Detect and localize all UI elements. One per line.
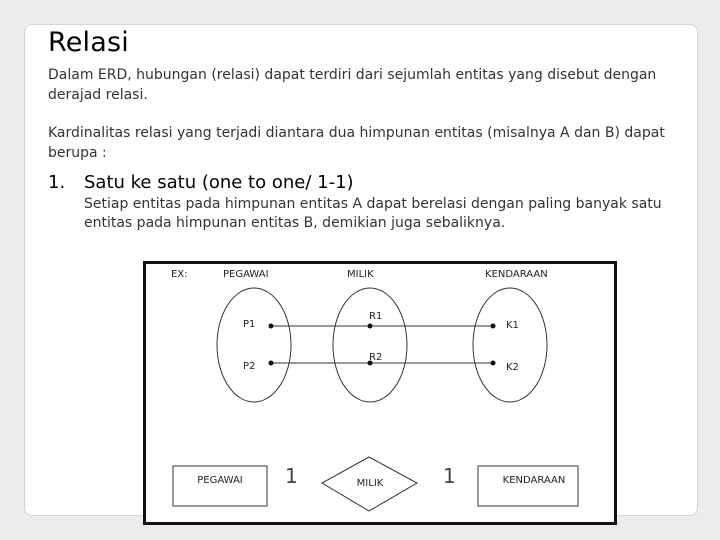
entity-box-pegawai [173, 466, 267, 506]
cardinality-left: 1 [285, 464, 298, 488]
item-p1: P1 [243, 319, 256, 330]
entity-pegawai-label: PEGAWAI [197, 475, 243, 486]
dot-p1 [269, 324, 274, 329]
item-p2: P2 [243, 361, 256, 372]
slide [24, 24, 698, 516]
er-diagram-svg [143, 261, 617, 525]
entity-kendaraan-label: KENDARAAN [502, 475, 566, 486]
paragraph-derajad: Dalam ERD, hubungan (relasi) dapat terdiri dari sejumlah entitas yang disebut dengan derajad relasi. [48, 67, 657, 103]
relationship-label: MILIK [356, 478, 384, 489]
item-k2: K2 [506, 362, 519, 373]
paragraph-kardinalitas: Kardinalitas relasi yang terjadi diantara dua himpunan entitas (misalnya A dan B) dapat berupa : [48, 125, 665, 161]
item-r1: R1 [369, 311, 383, 322]
set-label-pegawai: PEGAWAI [223, 269, 269, 280]
list-heading: Satu ke satu (one to one/ 1-1) [84, 172, 354, 193]
item-k1: K1 [506, 320, 519, 331]
cardinality-right: 1 [443, 464, 456, 488]
dot-r1 [368, 324, 373, 329]
slide-title: Relasi [48, 27, 129, 58]
list-description: Setiap entitas pada himpunan entitas A dapat berelasi dengan paling banyak satu entitas pada himpunan entitas B, demikian juga sebaliknya. [84, 196, 662, 231]
er-diagram [143, 261, 617, 525]
dot-k1 [491, 324, 496, 329]
list-number: 1. [48, 172, 66, 193]
dot-p2 [269, 361, 274, 366]
set-label-kendaraan: KENDARAAN [485, 269, 548, 280]
ex-label: EX: [171, 269, 188, 280]
entity-box-kendaraan [478, 466, 578, 506]
dot-k2 [491, 361, 496, 366]
item-r2: R2 [369, 352, 383, 363]
set-label-milik: MILIK [347, 269, 374, 280]
